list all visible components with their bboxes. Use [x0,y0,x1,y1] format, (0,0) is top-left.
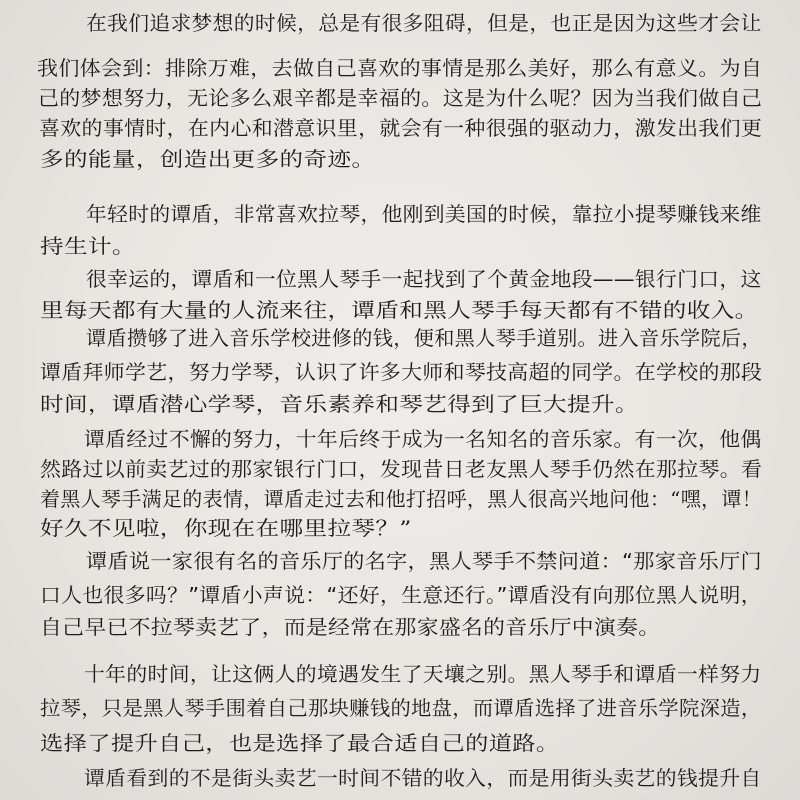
paragraph-5-line-2: 然路过以前卖艺过的那家银行门口，发现昔日老友黑人琴手仍然在那拉琴。看 [40,457,763,481]
paragraph-8-line-1: 谭盾看到的不是街头卖艺一时间不错的收入，而是用街头卖艺的钱提升自 [84,766,762,790]
paragraph-4-line-3: 时间，谭盾潜心学琴，音乐素养和琴艺得到了巨大提升。 [40,392,639,416]
paragraph-6-line-3: 自己早已不拉琴卖艺了，而是经常在那家盛名的音乐厅中演奏。 [40,615,661,639]
paragraph-5-line-4: 好久不见啦，你现在在哪里拉琴？” [40,516,412,540]
paragraph-4-line-2: 谭盾拜师学艺，努力学琴，认识了许多大师和琴技高超的同学。在学校的那段 [40,360,763,384]
paragraph-3-line-1: 很幸运的，谭盾和一位黑人琴手一起找到了个黄金地段——银行门口，这 [86,267,762,291]
paragraph-2-line-2: 持生计。 [40,234,136,258]
paragraph-4-line-1: 谭盾攒够了进入音乐学校进修的钱，便和黑人琴手道别。进入音乐学院后， [86,326,762,350]
paragraph-6-line-2: 口人也很多吗？”谭盾小声说：“还好，生意还行。”谭盾没有向那位黑人说明， [40,583,762,607]
paragraph-6-line-1: 谭盾说一家很有名的音乐厅的名字，黑人琴手不禁问道：“那家音乐厅门 [86,549,762,573]
paragraph-5-line-3: 着黑人琴手满足的表情，谭盾走过去和他打招呼，黑人很高兴地问他：“嘿，谭！ [40,487,763,511]
paragraph-1-line-3: 己的梦想努力，无论多么艰辛都是幸福的。这是为什么呢？因为当我们做自己 [38,86,763,110]
paragraph-1-line-1: 在我们追求梦想的时候，总是有很多阻碍，但是，也正是因为这些才会让 [86,11,762,35]
paragraph-5-line-1: 谭盾经过不懈的努力，十年后终于成为一名知名的音乐家。有一次，他偶 [84,427,762,451]
paragraph-1-line-5: 多的能量，创造出更多的奇迹。 [40,147,376,171]
paragraph-1-line-4: 喜欢的事情时，在内心和潜意识里，就会有一种很强的驱动力，激发出我们更 [39,116,763,140]
paragraph-7-line-3: 选择了提升自己，也是选择了最合适自己的道路。 [40,731,560,755]
paragraph-3-line-2: 里每天都有大量的人流来往，谭盾和黑人琴手每天都有不错的收入。 [40,298,759,322]
paragraph-7-line-1: 十年的时间，让这俩人的境遇发生了天壤之别。黑人琴手和谭盾一样努力 [84,662,762,686]
paragraph-2-line-1: 年轻时的谭盾，非常喜欢拉琴，他刚到美国的时候，靠拉小提琴赚钱来维 [86,202,762,226]
paragraph-7-line-2: 拉琴，只是黑人琴手围着自己那块赚钱的地盘，而谭盾选择了进音乐学院深造， [40,696,762,720]
paragraph-1-line-2: 我们体会到：排除万难，去做自己喜欢的事情是那么美好，那么有意义。为自 [37,56,763,80]
